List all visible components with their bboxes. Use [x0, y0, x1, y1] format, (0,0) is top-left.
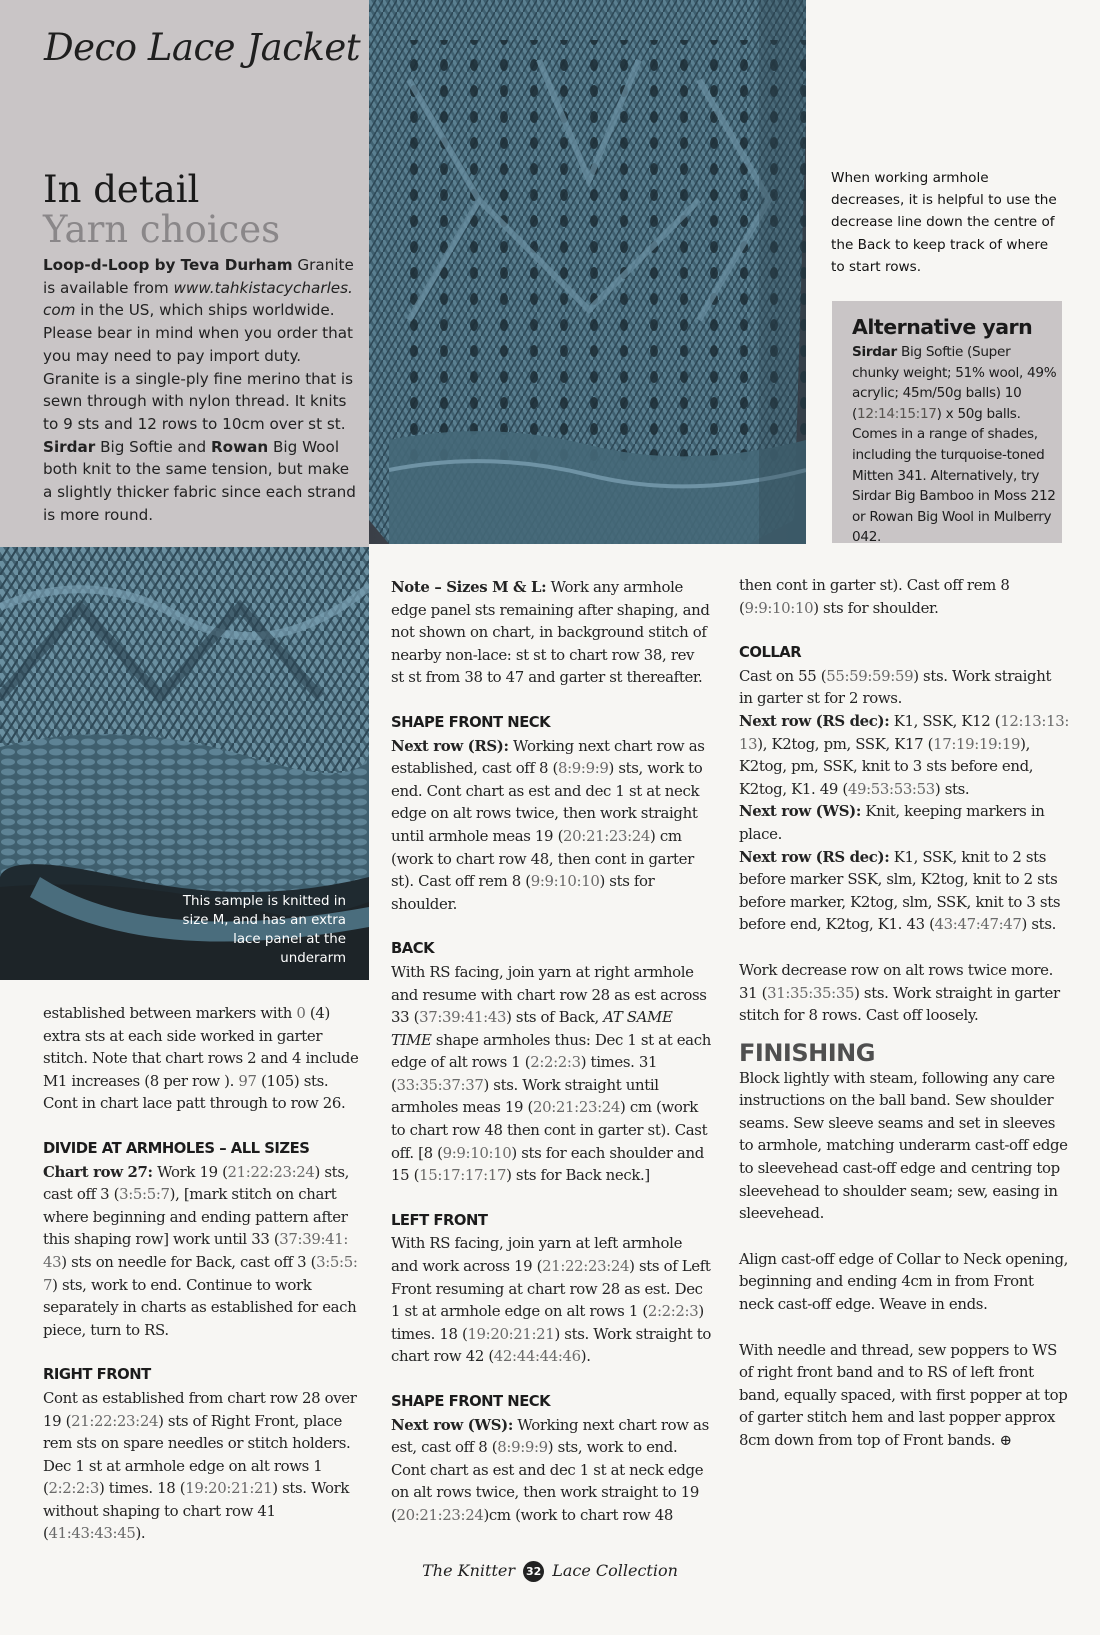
collar-row-rs-dec: Next row (RS dec): K1, SSK, K12 (12:13:13: 13), K2tog, pm, SSK, K17 (17:19:19:19), K2tog, pm, SSK, knit to 3 sts before end, K2tog, K1. 49 (49:53:53:53) sts. [739, 711, 1070, 798]
finishing-paragraph-2: Align cast-off edge of Collar to Neck opening, beginning and ending 4cm in from Front neck cast-off edge. Weave in ends. [739, 1249, 1069, 1314]
heading-divide-at-armholes: DIVIDE AT ARMHOLES – ALL SIZES [43, 1139, 310, 1157]
collar-row-ws: Next row (WS): Knit, keeping markers in place. [739, 802, 1045, 843]
finishing-paragraph-1: Block lightly with steam, following any care instructions on the ball band. Sew shoulder seams. Sew sleeve seams and set in sleeves to armhole, matching underarm cast-off edge to sleevehead cast-off edge and centring top sleevehead to shoulder seam; sew, easing in sleevehead. [739, 1068, 1068, 1223]
shape-front-neck-instructions: Next row (RS): Working next chart row as established, cast off 8 (8:9:9:9) sts, work to end. Cont chart as est and dec 1 st at neck edge on alt rows twice, then work straight until armhole meas 19 (20:21:23:24) cm (work to chart row 48, then cont in garter st). Cast off rem 8 (9:9:10:10) sts for shoulder. [391, 736, 705, 913]
heading-finishing: FINISHING [739, 1038, 875, 1067]
body-paragraph: then cont in garter st). Cast off rem 8 (9:9:10:10) sts for shoulder. [739, 576, 1010, 617]
heading-back: BACK [391, 940, 435, 958]
collar-cast-on: Cast on 55 (55:59:59:59) sts. Work straight in garter st for 2 rows. [739, 666, 1052, 708]
yarn-choices-text [43, 254, 363, 526]
section-heading-in-detail: In detail [43, 168, 200, 211]
sample-size-caption: This sample is knitted in size M, and has an extra lace panel at the underarm [182, 894, 346, 966]
right-front-instructions: Cont as established from chart row 28 over 19 (21:22:23:24) sts of Right Front, place rem sts on spare needles or stitch holders. Dec 1 st at armhole edge on alt rows 1 (2:2:2:3) times. 18 (19:20:21:21) sts. Work without shaping to chart row 41 (41:43:43:45). [43, 1388, 357, 1543]
retailer-link: www.tahkistacycharles. com [43, 278, 353, 320]
collar-finish: Work decrease row on alt rows twice more. 31 (31:35:35:35) sts. Work straight in garter stitch for 8 rows. Cast off loosely. [739, 960, 1060, 1025]
alternative-yarn-title: Alternative yarn [852, 315, 1033, 339]
collection-name: Lace Collection [552, 1561, 678, 1580]
heading-collar: COLLAR [739, 644, 802, 662]
alternative-yarn-text: Sirdar Big Softie (Super chunky weight; 51% wool, 49% acrylic; 45m/50g balls) 10 (12:14:15:17) x 50g balls. Comes in a range of shades, including the turquoise-toned Mitten 341. Alternatively, try Sirdar Big Bamboo in Moss 212 or Rowan Big Wool in Mulberry 042. [852, 344, 1057, 546]
page-number: 32 [523, 1561, 544, 1582]
heading-left-front: LEFT FRONT [391, 1211, 488, 1229]
finishing-paragraph-3: With needle and thread, sew poppers to WS of right front band and to RS of left front band, equally spaced, with first popper at top of garter stitch hem and last popper approx 8cm down from top of Front bands. ⊕ [739, 1340, 1068, 1449]
heading-shape-front-neck: SHAPE FRONT NECK [391, 713, 551, 731]
left-front-instructions: With RS facing, join yarn at left armhole and work across 19 (21:22:23:24) sts of Left Front resuming at chart row 28 as est. Dec 1 st at armhole edge on alt rows 1 (2:2:2:3) times. 18 (19:20:21:21) sts. Work straight to chart row 42 (42:44:44:46). [391, 1234, 711, 1366]
page-title: Deco Lace Jacket [44, 26, 361, 69]
page-footer [0, 1561, 1100, 1582]
yarn-paragraph-2: Granite is a single-ply fine merino that is sewn through with nylon thread. It knits to 9 sts and 12 rows to 10cm over st st. Sirdar Big Softie and Rowan Big Wool both knit to the same tension, but make a slightly thicker fabric since each strand is more round. [43, 369, 356, 524]
shape-front-neck-left-instructions: Next row (WS): Working next chart row as est, cast off 8 (8:9:9:9) sts, work to end. Cont chart as est and dec 1 st at neck edge on alt rows twice, then work straight to 19 (20:21:23:24)cm (work to chart row 48 [391, 1415, 709, 1524]
jacket-back-photo [369, 0, 806, 544]
heading-right-front: RIGHT FRONT [43, 1366, 151, 1384]
brand-name: Loop-d-Loop by Teva Durham [43, 256, 293, 274]
column-1 [43, 1002, 363, 1545]
collar-row-rs-dec-2: Next row (RS dec): K1, SSK, knit to 2 sts before marker SSK, slm, K2tog, knit to 2 sts before marker, K2tog, slm, SSK, knit to 3 sts before end, K2tog, K1. 43 (43:47:47:47) sts. [739, 847, 1061, 934]
body-paragraph: established between markers with 0 (4) extra sts at each side worked in garter stitch. Note that chart rows 2 and 4 include M1 increases (8 per row ). 97 (105) sts. Cont in chart lace patt through to row 26. [43, 1004, 359, 1113]
armhole-tip-caption: When working armhole decreases, it is helpful to use the decrease line down the centre of the Back to keep track of where to start rows. [831, 170, 1057, 275]
section-heading-yarn-choices: Yarn choices [43, 208, 281, 251]
heading-shape-front-neck-left: SHAPE FRONT NECK [391, 1393, 551, 1410]
divide-instructions: Chart row 27: Work 19 (21:22:23:24) sts, cast off 3 (3:5:5:7), [mark stitch on chart where beginning and ending pattern after this shaping row] work until 33 (37:39:41: 43) sts on needle for Back, cast off 3 (3:5:5: 7) sts, work to end. Continue to work separately in charts as established for each piece, turn to RS. [43, 1162, 358, 1339]
column-2 [391, 576, 711, 1527]
magazine-name: The Knitter [422, 1561, 515, 1580]
sizes-note: Note – Sizes M & L: Work any armhole edge panel sts remaining after shaping, and not shown on chart, in background stitch of nearby non-lace: st st to chart row 38, rev st st from 38 to 47 and garter st thereafter. [391, 578, 710, 687]
back-instructions: With RS facing, join yarn at right armhole and resume with chart row 28 as est across 33 (37:39:41:43) sts of Back, AT SAME TIME shape armholes thus: Dec 1 st at each edge of alt rows 1 (2:2:2:3) times. 31 (33:35:37:37) sts. Work straight until armholes meas 19 (20:21:23:24) cm (work to chart row 48 then cont in garter st). Cast off. [8 (9:9:10:10) sts for each shoulder and 15 (15:17:17:17) sts for Back neck.] [391, 962, 711, 1185]
column-3 [739, 574, 1069, 1452]
yarn-paragraph-1: Loop-d-Loop by Teva Durham Granite is available from www.tahkistacycharles. com in the US, which ships worldwide. Please bear in mind when you order that you may need to pay import duty. [43, 256, 354, 365]
